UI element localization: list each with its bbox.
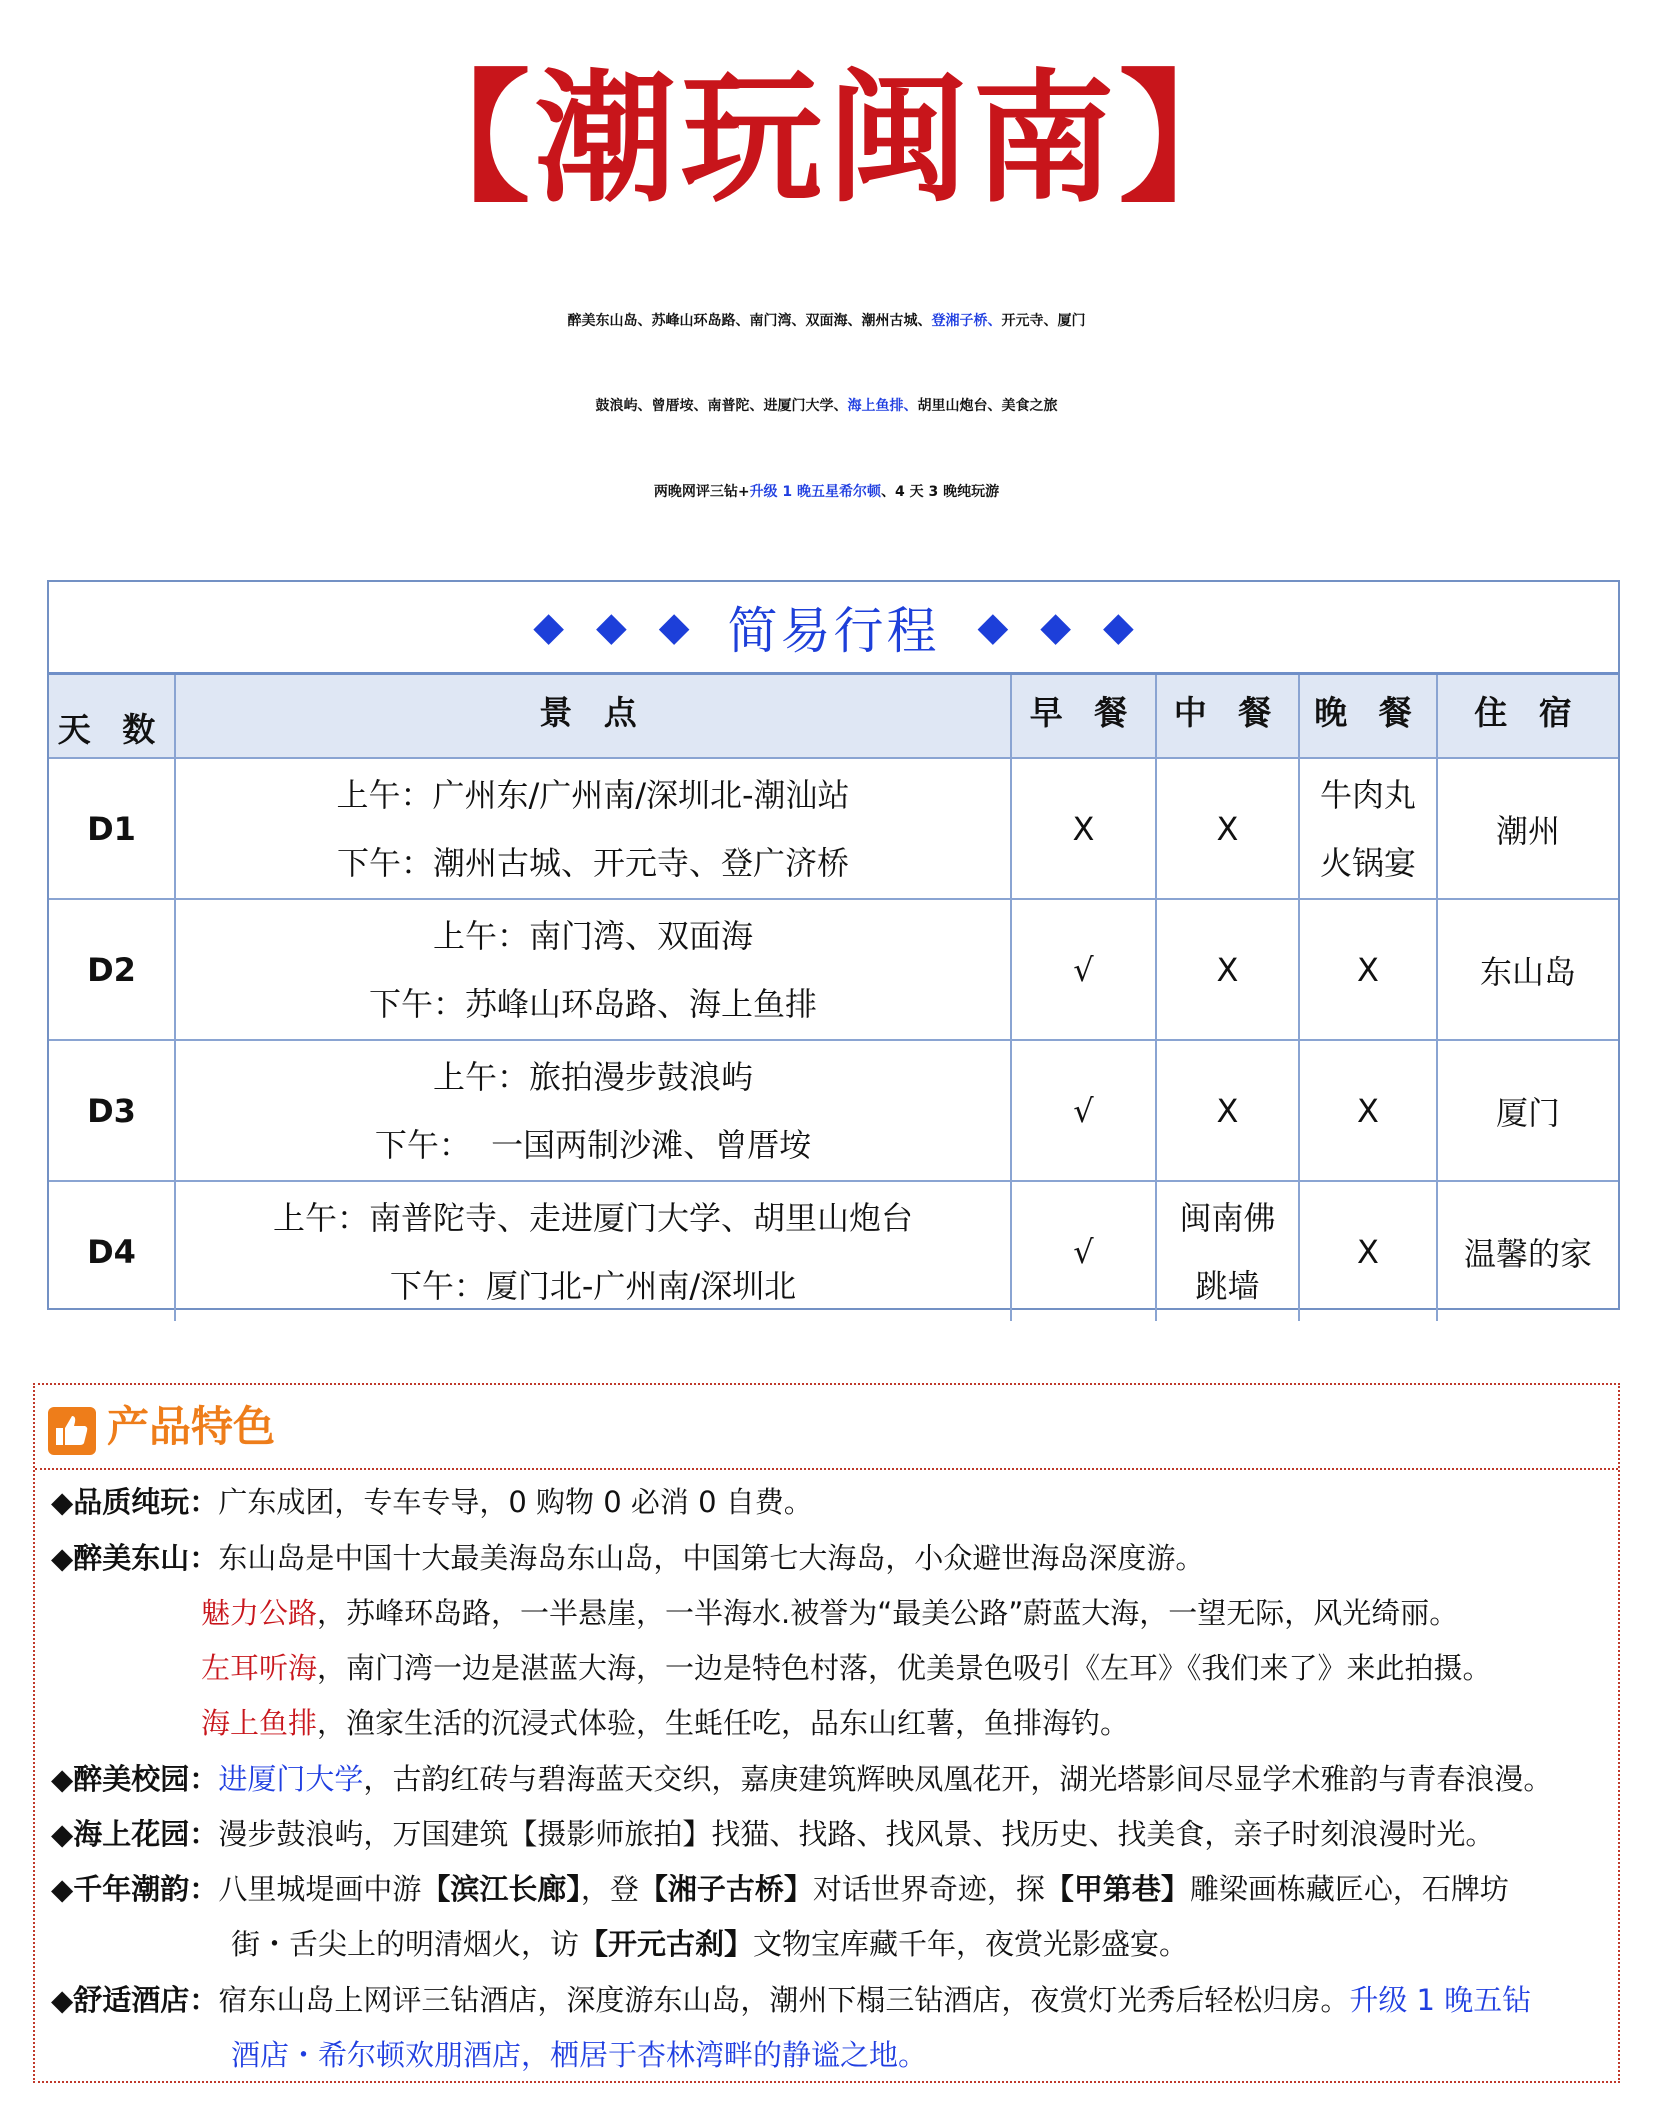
feature-highlight: 进厦门大学	[218, 1762, 364, 1796]
subtitle-text: 鼓浪屿、曾厝垵、南普陀、进厦门大学、	[595, 398, 848, 414]
stay-cell: 潮州	[1437, 758, 1618, 899]
feature-dongshan	[51, 1538, 1204, 1578]
subtitle-text: 两晚网评三钻+	[653, 484, 750, 500]
itinerary-table	[47, 580, 1620, 1310]
product-features-box	[33, 1383, 1620, 2083]
sights-cell	[175, 758, 1011, 899]
breakfast-cell: √	[1011, 899, 1156, 1040]
feature-bold: 【甲第巷】	[1044, 1872, 1190, 1906]
subtitle-line-3	[0, 467, 1653, 517]
sights-cell	[175, 1040, 1011, 1181]
lunch-cell: X	[1156, 758, 1299, 899]
feature-pure-tour	[51, 1482, 813, 1522]
morning-text: 上午：旅拍漫步鼓浪屿	[432, 1057, 753, 1096]
header-lunch: 中 餐	[1156, 675, 1299, 758]
dinner-cell: X	[1299, 1040, 1437, 1181]
feature-label: ◆千年潮韵：	[51, 1872, 219, 1906]
feature-highlight: 魅力公路	[201, 1596, 318, 1630]
table-row	[49, 758, 1618, 899]
feature-text: 东山岛是中国十大最美海岛东山岛，中国第七大海岛，小众避世海岛深度游。	[218, 1541, 1205, 1575]
table-row	[49, 1040, 1618, 1181]
dinner-text: 牛肉丸	[1319, 775, 1416, 814]
diamond-icon: ◆	[658, 604, 690, 650]
feature-text: 漫步鼓浪屿，万国建筑【摄影师旅拍】找猫、找路、找风景、找历史、找美食，亲子时刻浪漫时光。	[218, 1817, 1495, 1851]
day-cell: D3	[49, 1040, 175, 1181]
header-dinner: 晚 餐	[1299, 675, 1437, 758]
header-day: 天 数	[49, 675, 175, 758]
diamond-icon: ◆	[977, 604, 1009, 650]
feature-bold: 【滨江长廊】	[421, 1872, 581, 1906]
feature-sub-sea	[201, 1648, 1492, 1688]
feature-hotel	[51, 1980, 1531, 2020]
dinner-cell: X	[1299, 1181, 1437, 1321]
subtitle-highlight: 登湘子桥、	[931, 313, 1002, 329]
thumbs-up-icon	[48, 1407, 96, 1455]
diamond-icon: ◆	[595, 604, 627, 650]
feature-campus	[51, 1759, 1552, 1799]
lunch-cell: X	[1156, 1040, 1299, 1181]
page-title: 【潮玩闽南】	[388, 57, 1265, 222]
feature-sub-raft	[201, 1703, 1129, 1743]
table-row	[49, 1181, 1618, 1321]
feature-hotel-cont	[231, 2035, 927, 2075]
feature-highlight: 左耳听海	[201, 1651, 318, 1685]
diamond-icon: ◆	[533, 604, 564, 650]
feature-garden	[51, 1814, 1494, 1854]
header-breakfast: 早 餐	[1011, 675, 1156, 758]
feature-bold: 【湘子古桥】	[638, 1872, 813, 1906]
breakfast-cell: √	[1011, 1181, 1156, 1321]
feature-text: ，苏峰环岛路，一半悬崖，一半海水.被誉为“最美公路”蔚蓝大海，一望无际，风光绮丽。	[317, 1596, 1459, 1630]
lunch-cell	[1156, 1181, 1299, 1321]
feature-label: ◆品质纯玩：	[51, 1485, 219, 1519]
subtitle-line-1	[0, 296, 1653, 346]
dinner-cell	[1299, 758, 1437, 899]
feature-label: ◆醉美东山：	[51, 1541, 219, 1575]
day-cell: D1	[49, 758, 175, 899]
lunch-cell: X	[1156, 899, 1299, 1040]
header-sights: 景 点	[175, 675, 1011, 758]
feature-chaozhou-cont	[231, 1924, 1188, 1964]
day-cell: D4	[49, 1181, 175, 1321]
dinner-text: 火锅宴	[1319, 843, 1416, 882]
afternoon-text: 下午：厦门北-广州南/深圳北	[389, 1266, 797, 1305]
feature-text: ，登	[580, 1872, 639, 1906]
table-header-row	[49, 675, 1618, 758]
subtitle-highlight: 升级 1 晚五星希尔顿	[749, 484, 882, 500]
stay-cell: 厦门	[1437, 1040, 1618, 1181]
diamond-icon: ◆	[1040, 604, 1072, 650]
breakfast-cell: X	[1011, 758, 1156, 899]
lunch-text: 跳墙	[1195, 1266, 1260, 1305]
feature-label: ◆舒适酒店：	[51, 1983, 219, 2017]
feature-text: ，南门湾一边是湛蓝大海，一边是特色村落，优美景色吸引《左耳》《我们来了》来此拍摄。	[317, 1651, 1492, 1685]
morning-text: 上午：南门湾、双面海	[432, 916, 753, 955]
schedule-grid	[49, 675, 1618, 1321]
afternoon-text: 下午： 一国两制沙滩、曾厝垵	[374, 1125, 812, 1164]
itinerary-heading	[49, 582, 1618, 675]
stay-cell: 温馨的家	[1437, 1181, 1618, 1321]
header-stay: 住 宿	[1437, 675, 1618, 758]
feature-text: 对话世界奇迹，探	[812, 1872, 1045, 1906]
afternoon-text: 下午：苏峰山环岛路、海上鱼排	[368, 984, 817, 1023]
feature-highlight: 海上鱼排	[201, 1706, 318, 1740]
diamond-icon: ◆	[1103, 604, 1134, 650]
subtitle-text: 开元寺、厦门	[1001, 313, 1086, 329]
feature-text: 雕梁画栋藏匠心，石牌坊	[1189, 1872, 1509, 1906]
feature-text: 八里城堤画中游	[218, 1872, 422, 1906]
feature-highlight: 酒店・希尔顿欢朋酒店，栖居于杏林湾畔的静谧之地。	[231, 2038, 928, 2072]
feature-label: ◆醉美校园：	[51, 1762, 219, 1796]
feature-bold: 【开元古刹】	[579, 1927, 754, 1961]
sights-cell	[175, 1181, 1011, 1321]
stay-cell: 东山岛	[1437, 899, 1618, 1040]
afternoon-text: 下午：潮州古城、开元寺、登广济桥	[336, 843, 849, 882]
subtitle-text: 醉美东山岛、苏峰山环岛路、南门湾、双面海、潮州古城、	[567, 313, 932, 329]
subtitle-text: 胡里山炮台、美食之旅	[917, 398, 1058, 414]
subtitle-highlight: 海上鱼排、	[847, 398, 918, 414]
itinerary-title: 简易行程	[727, 602, 940, 660]
feature-text: ，古韵红砖与碧海蓝天交织，嘉庚建筑辉映凤凰花开，湖光塔影间尽显学术雅韵与青春浪漫。	[363, 1762, 1553, 1796]
feature-text: ，渔家生活的沉浸式体验，生蚝任吃，品东山红薯，鱼排海钓。	[317, 1706, 1130, 1740]
feature-sub-road	[201, 1593, 1458, 1633]
feature-label: ◆海上花园：	[51, 1817, 219, 1851]
feature-text: 宿东山岛上网评三钻酒店，深度游东山岛，潮州下榻三钻酒店，夜赏灯光秀后轻松归房。	[218, 1983, 1350, 2017]
dinner-cell: X	[1299, 899, 1437, 1040]
table-row	[49, 899, 1618, 1040]
feature-highlight: 升级 1 晚五钻	[1349, 1983, 1532, 2017]
day-cell: D2	[49, 899, 175, 1040]
morning-text: 上午：南普陀寺、走进厦门大学、胡里山炮台	[272, 1198, 913, 1237]
sights-cell	[175, 899, 1011, 1040]
feature-text: 文物宝库藏千年，夜赏光影盛宴。	[753, 1927, 1189, 1961]
breakfast-cell: √	[1011, 1040, 1156, 1181]
features-title: 产品特色	[107, 1402, 276, 1451]
feature-text: 街・舌尖上的明清烟火，访	[231, 1927, 580, 1961]
feature-text: 广东成团，专车专导，0 购物 0 必消 0 自费。	[218, 1485, 813, 1519]
subtitle-line-2	[0, 381, 1653, 431]
features-header	[35, 1385, 1618, 1470]
feature-chaozhou	[51, 1869, 1509, 1909]
morning-text: 上午：广州东/广州南/深圳北-潮汕站	[336, 775, 850, 814]
subtitle-text: 、4 天 3 晚纯玩游	[881, 484, 1000, 500]
lunch-text: 闽南佛	[1179, 1198, 1276, 1237]
